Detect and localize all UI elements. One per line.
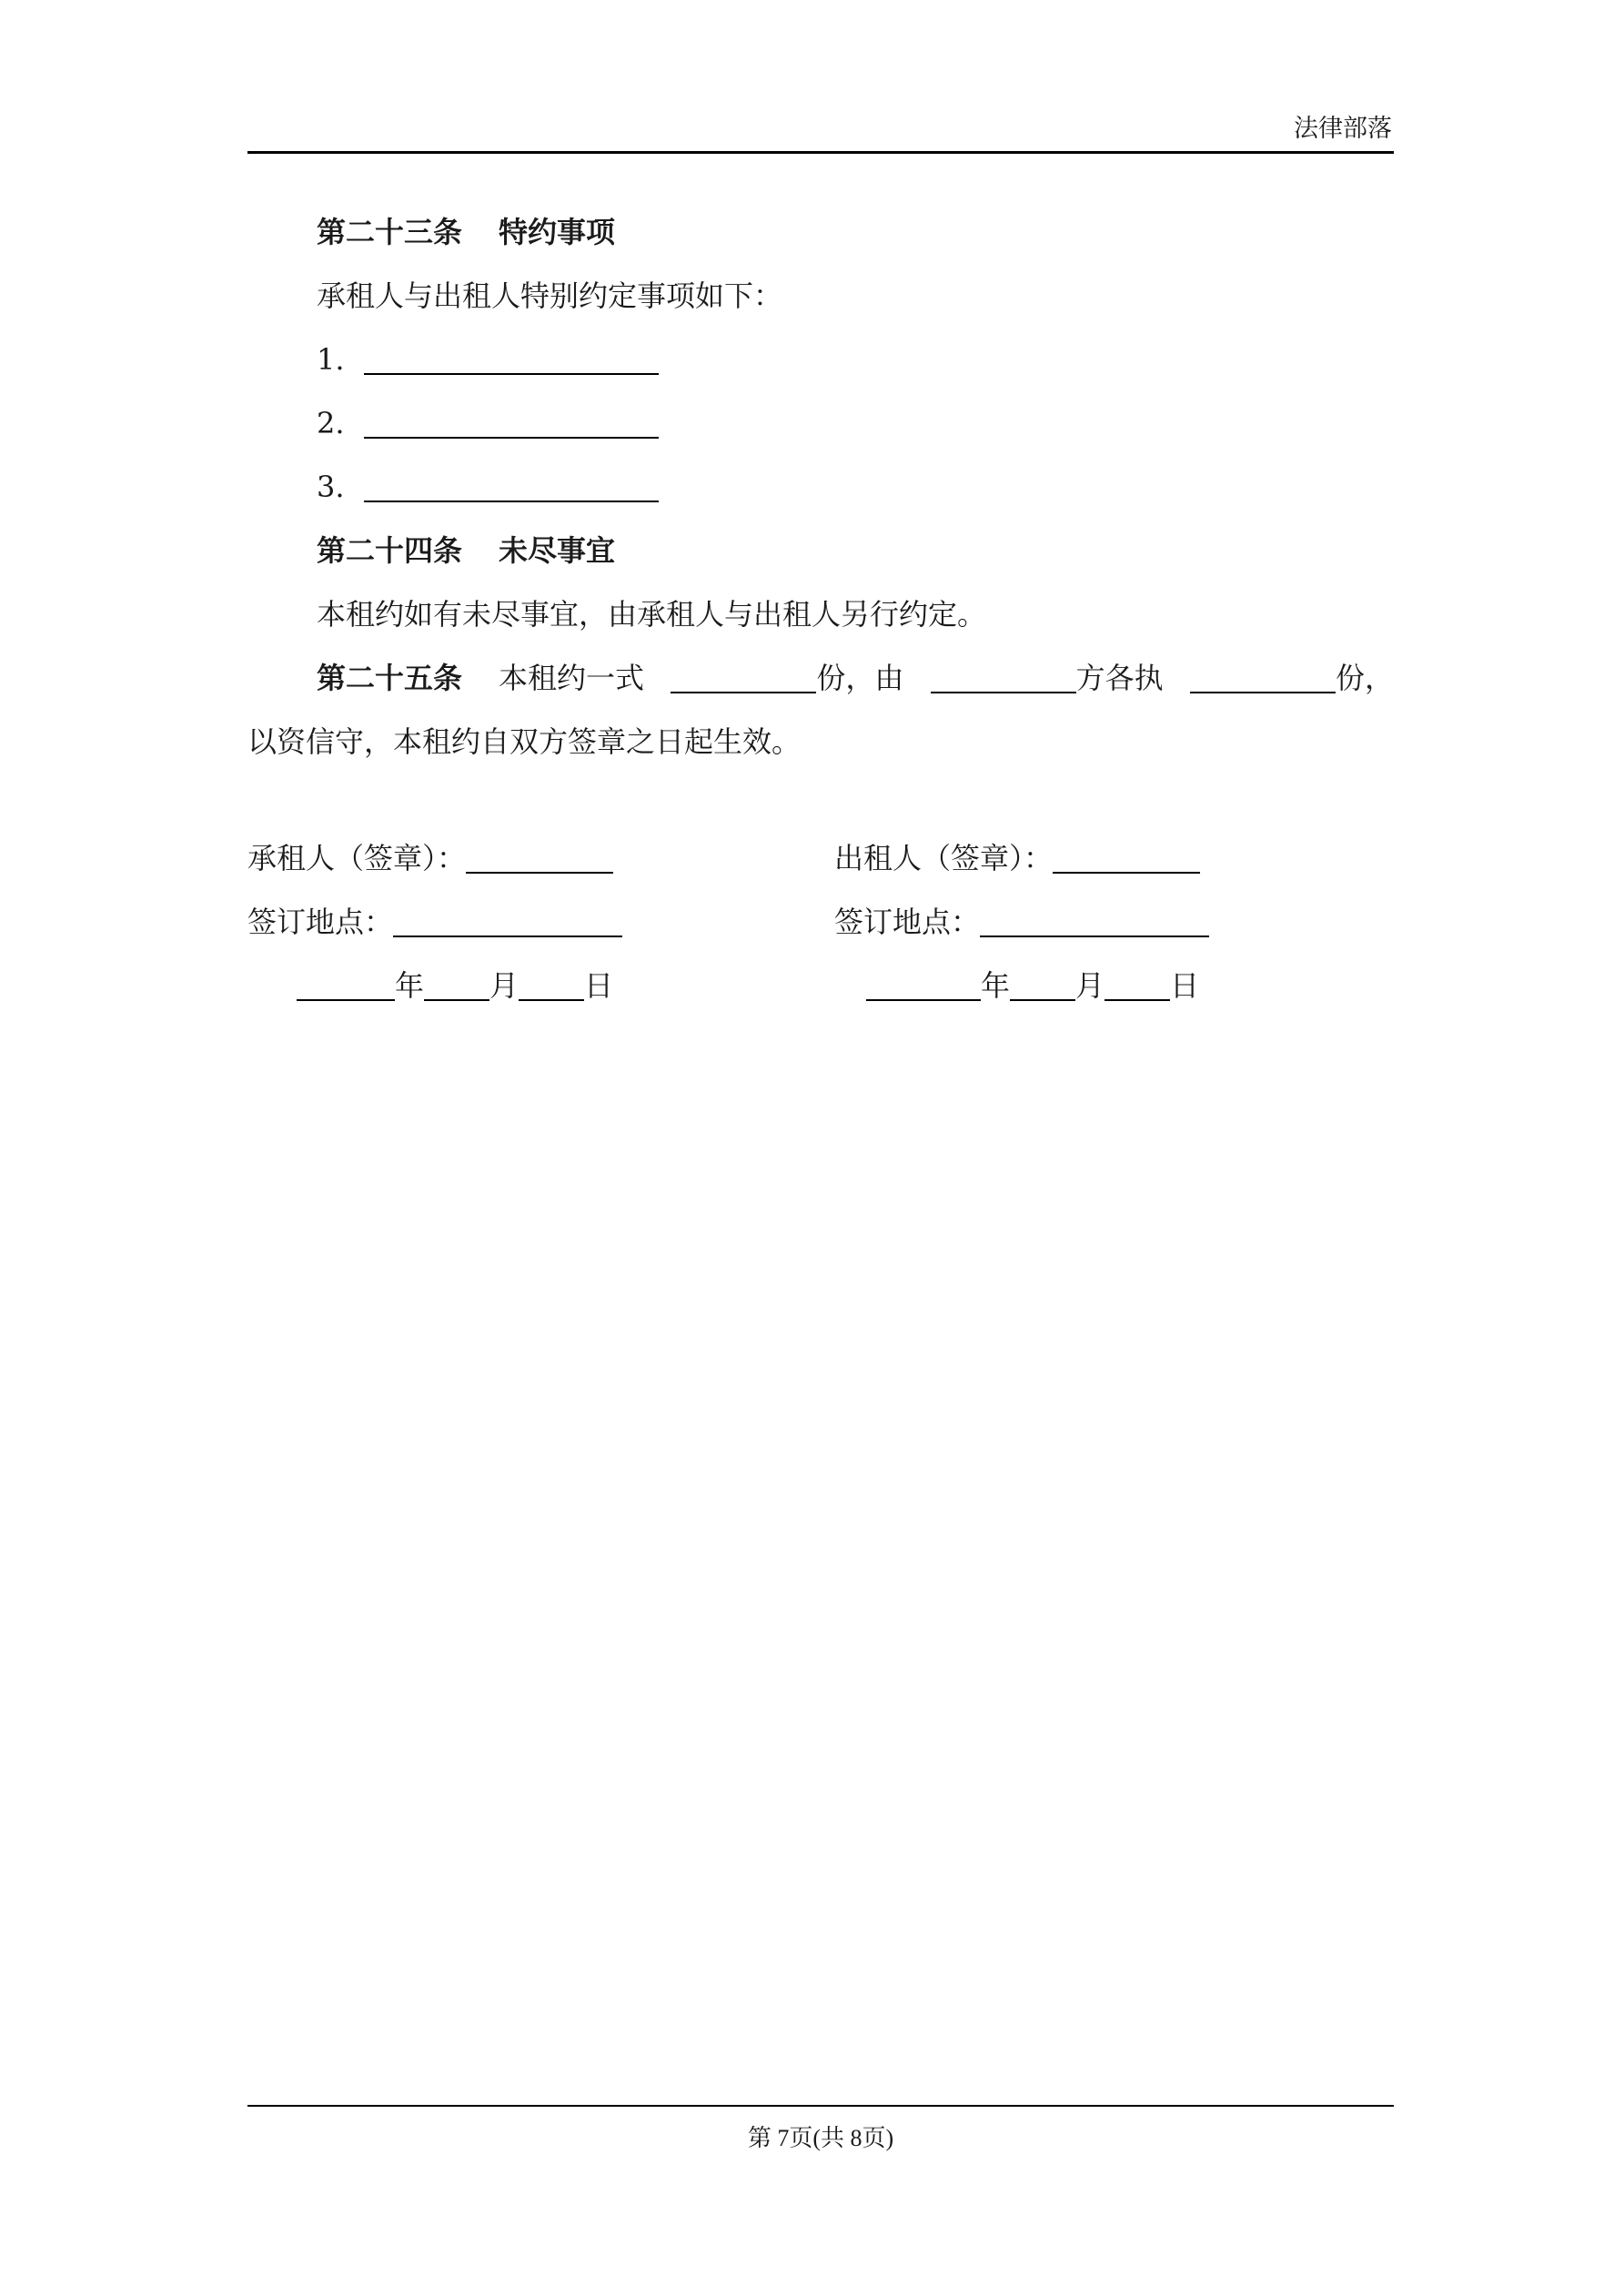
special-item-2 [247,391,1394,455]
copies-total-blank[interactable] [671,659,816,693]
article-25-line-2: 以资信守，本租约自双方签章之日起生效。 [247,724,802,759]
lessor-date [866,954,1199,1017]
lessor-signature [834,826,1200,890]
year-blank[interactable] [297,966,395,1001]
item-number: 1. [317,342,345,377]
header-divider [247,151,1394,154]
month-blank[interactable] [424,966,489,1001]
special-item-3 [247,455,1394,519]
signature-row [247,826,1394,890]
lessor-place-blank[interactable] [980,903,1209,937]
lessee-label: 承租人（签章）： [247,841,467,875]
article-25-lead [317,646,644,710]
month-label: 月 [489,968,519,1003]
article-24-text: 本租约如有未尽事宜，由承租人与出租人另行约定。 [317,597,987,632]
article-title: 未尽事宜 [499,533,616,568]
article-title: 特约事项 [499,215,616,249]
blank-field[interactable] [364,468,659,502]
article-number: 第二十四条 [317,533,463,568]
day-label: 日 [584,968,614,1003]
article-25-text-a: 本租约一式 [499,661,645,695]
lessee-place-blank[interactable] [393,903,622,937]
article-23-intro: 承租人与出租人特别约定事项如下： [317,278,783,313]
place-label: 签订地点： [834,905,981,939]
article-25-line-1 [247,646,1394,710]
year-label: 年 [981,968,1011,1003]
item-number: 2. [317,406,345,440]
footer-divider [247,2105,1394,2107]
day-blank[interactable] [1105,966,1170,1001]
lessee-date [297,954,613,1017]
lessor-label: 出租人（签章）： [834,841,1054,875]
date-row [247,954,1394,1017]
article-24-heading [247,519,1394,582]
article-25-text-c: 方各执 [1075,661,1164,695]
article-number: 第二十五条 [317,661,463,695]
header-title: 法律部落 [1294,115,1392,143]
blank-field[interactable] [364,404,659,439]
blank-field[interactable] [364,340,659,375]
year-blank[interactable] [866,966,981,1001]
day-blank[interactable] [519,966,584,1001]
day-label: 日 [1170,968,1200,1003]
place-row [247,890,1394,954]
month-label: 月 [1075,968,1105,1003]
article-23-heading [247,200,1394,264]
lessor-place [834,890,1209,954]
lessee-place [247,890,622,954]
month-blank[interactable] [1010,966,1075,1001]
party-blank[interactable] [931,659,1076,693]
article-25-text-b: 份，由 [816,661,904,695]
article-number: 第二十三条 [317,215,463,249]
document-body [247,200,1394,774]
lessee-signature [247,826,613,890]
page-number: 第 7页(共 8页) [747,2125,894,2151]
lessee-signature-blank[interactable] [466,839,613,874]
lessor-signature-blank[interactable] [1053,839,1200,874]
copies-each-blank[interactable] [1190,659,1336,693]
special-item-1 [247,328,1394,391]
place-label: 签订地点： [247,905,394,939]
signature-block [247,826,1394,1017]
year-label: 年 [395,968,425,1003]
item-number: 3. [317,470,345,504]
article-25-text-d: 份， [1335,661,1394,695]
